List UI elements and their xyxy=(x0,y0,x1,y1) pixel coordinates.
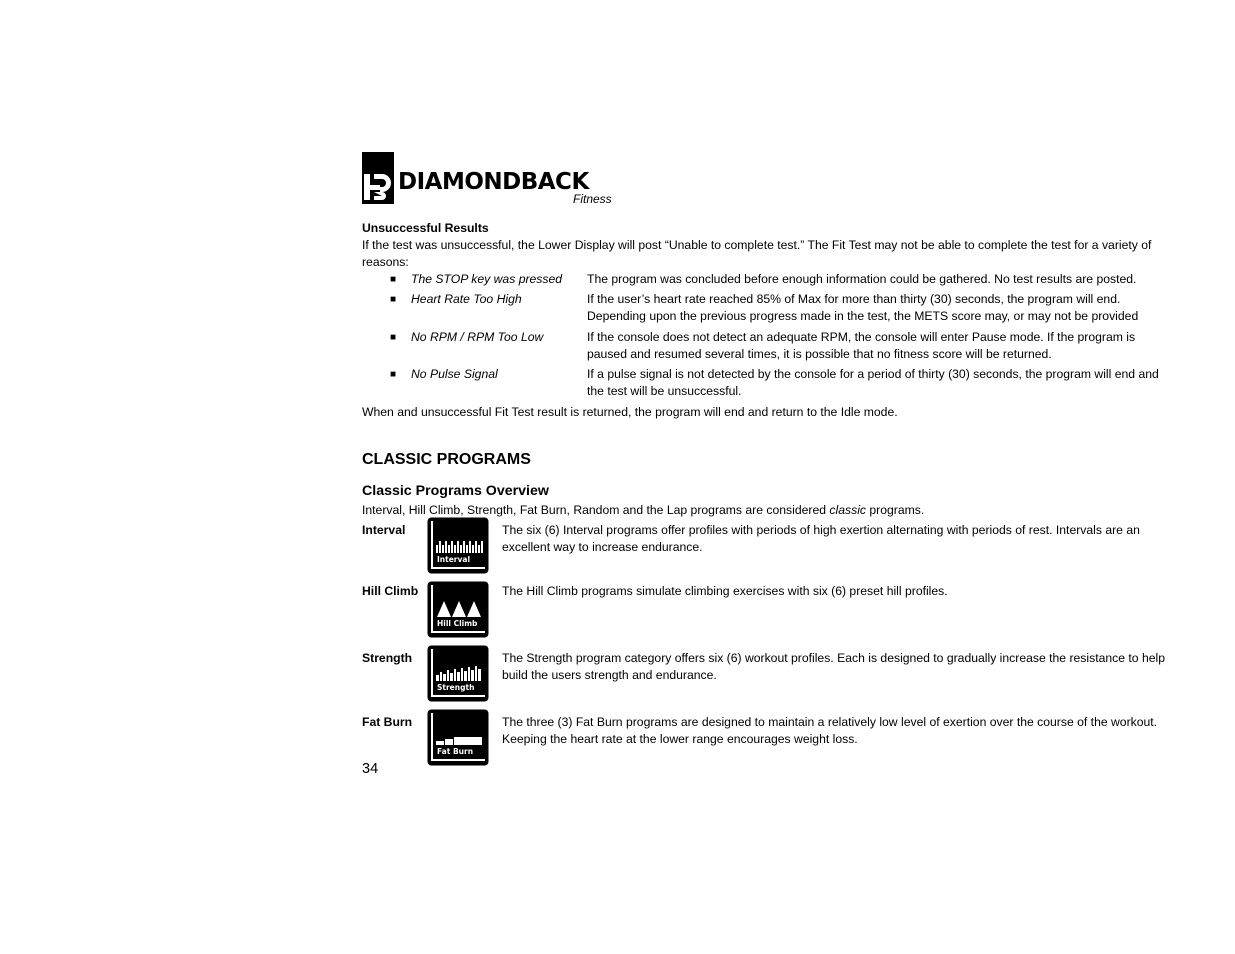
icon-label: Interval xyxy=(437,555,471,564)
reason-desc: If the console does not detect an adequate RPM, the console will enter Pause mode. If the program is paused and resumed several times, it is possible that no fitness score will be returned. xyxy=(587,330,1136,361)
section-title-classic-programs: CLASSIC PROGRAMS xyxy=(362,451,531,468)
section-heading-unsuccessful: Unsuccessful Results xyxy=(362,221,489,235)
reason-term: No RPM / RPM Too Low xyxy=(411,330,544,344)
bullet-icon: ■ xyxy=(390,332,397,343)
bullet-icon: ■ xyxy=(390,294,397,305)
program-desc: The six (6) Interval programs offer profiles with periods of high exertion alternating with periods of rest. Intervals are an excellent way to increase endurance. xyxy=(502,523,1140,554)
icon-label: Hill Climb xyxy=(437,619,478,628)
program-name: Strength xyxy=(362,651,413,665)
unsuccessful-intro: If the test was unsuccessful, the Lower Display will post “Unable to complete test.” The Fit Test may not be able to complete the test for a variety of reasons: xyxy=(362,238,1152,269)
reason-term: Heart Rate Too High xyxy=(411,292,522,306)
bullet-icon: ■ xyxy=(390,369,397,380)
program-desc: The Strength program category offers six (6) workout profiles. Each is designed to gradually increase the resistance to help build the users strength and endurance. xyxy=(502,651,1165,682)
reason-term: The STOP key was pressed xyxy=(411,272,563,286)
reason-desc: The program was concluded before enough information could be gathered. No test results are posted. xyxy=(587,272,1137,286)
subsection-heading-overview: Classic Programs Overview xyxy=(362,483,549,499)
strength-profile-icon xyxy=(427,645,489,702)
program-desc: The three (3) Fat Burn programs are designed to maintain a relatively low level of exertion over the course of the workout. Keeping the heart rate at the lower range encourages weight loss. xyxy=(502,715,1158,746)
program-name: Interval xyxy=(362,523,406,537)
overview-text-post: programs. xyxy=(866,503,925,517)
reason-desc: If a pulse signal is not detected by the console for a period of thirty (30) seconds, the program will end and the test will be unsuccessful. xyxy=(587,367,1159,398)
reason-desc: If the user’s heart rate reached 85% of Max for more than thirty (30) seconds, the program will end. Depending upon the previous progress made in the test, the METS score may, or may not be provided xyxy=(587,292,1139,323)
bullet-icon: ■ xyxy=(390,274,397,285)
interval-profile-icon xyxy=(427,517,489,574)
logo-wordmark: DIAMONDBACK xyxy=(398,169,589,195)
unsuccessful-closing: When and unsuccessful Fit Test result is returned, the program will end and return to the Idle mode. xyxy=(362,405,898,419)
overview-text-pre: Interval, Hill Climb, Strength, Fat Burn, Random and the Lap programs are considered xyxy=(362,503,830,517)
page-number: 34 xyxy=(362,761,379,777)
reason-term: No Pulse Signal xyxy=(411,367,498,381)
fat-burn-profile-icon xyxy=(427,709,489,766)
overview-text-emphasis: classic xyxy=(829,503,866,517)
icon-label: Fat Burn xyxy=(437,747,474,756)
diamondback-emblem-icon xyxy=(362,152,394,204)
program-name: Fat Burn xyxy=(362,715,413,729)
diamondback-logo xyxy=(362,152,622,210)
logo-tagline: Fitness xyxy=(573,192,612,206)
hill-climb-profile-icon xyxy=(427,581,489,638)
program-name: Hill Climb xyxy=(362,584,419,598)
icon-label: Strength xyxy=(437,683,475,692)
program-desc: The Hill Climb programs simulate climbing exercises with six (6) preset hill profiles. xyxy=(502,584,948,598)
